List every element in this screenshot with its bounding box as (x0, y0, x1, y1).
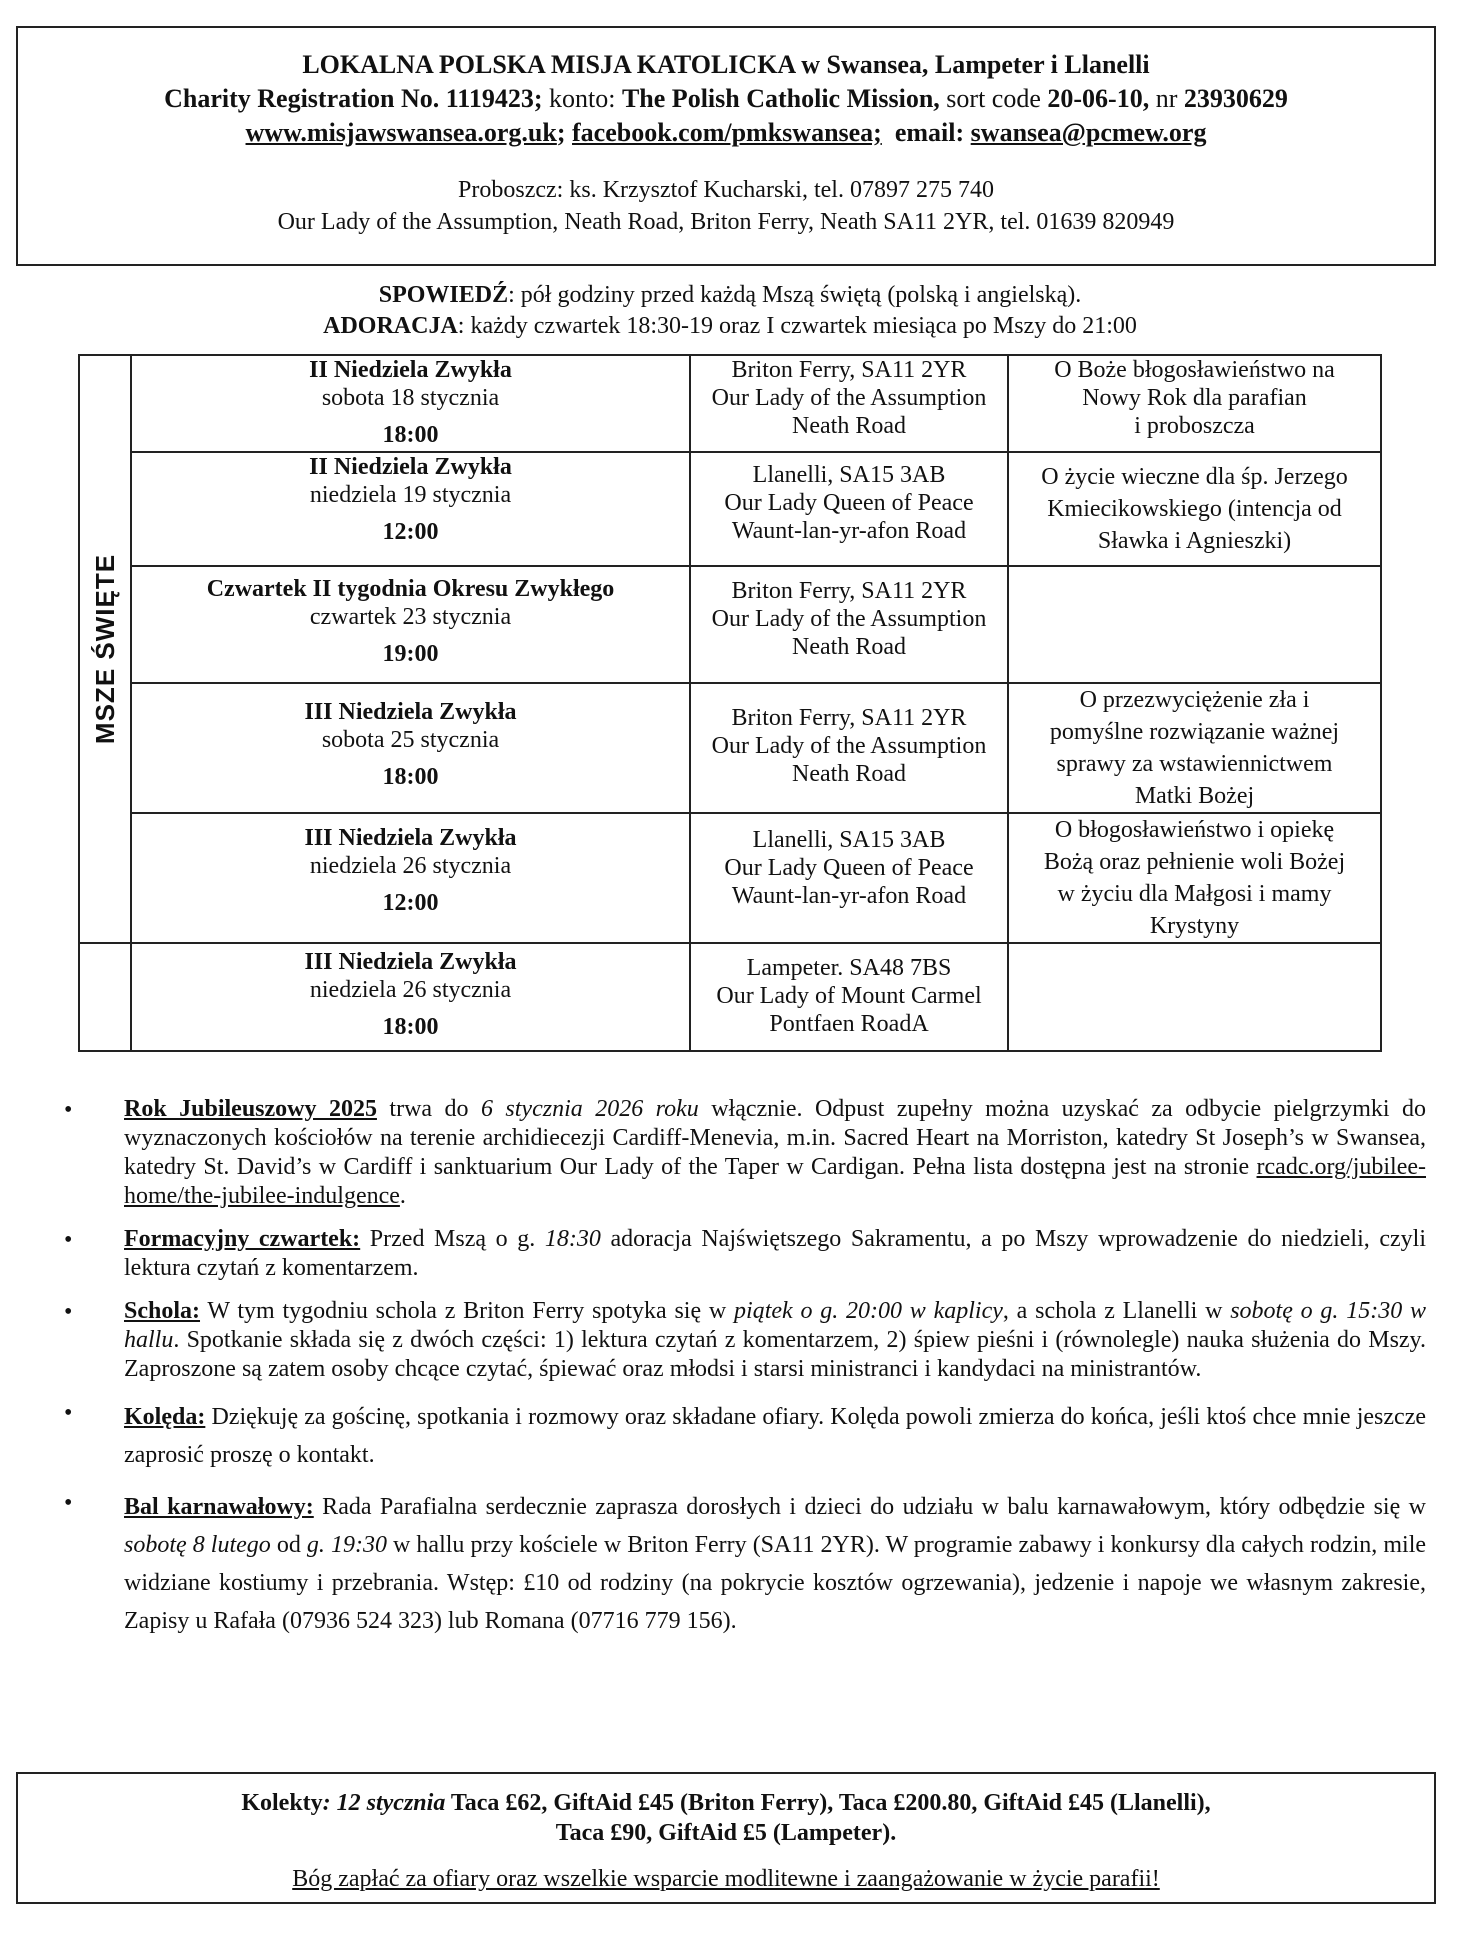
notice-text: w hallu przy kościele w Briton Ferry (SA11 2YR). W programie zabawy i konkursy dla całych rodzin, mile widziane kostiumy i przebrania. Wstęp: £10 od rodziny (na pokrycie kosztów ogrzewania), jedzenie i napoje we własnym zakresie, Zapisy u Rafała (07936 524 323) lub Romana (07716 779 156). (124, 1532, 1427, 1634)
mass-location-cell (690, 355, 1008, 452)
mass-date: czwartek 23 stycznia (309, 604, 512, 630)
location-town: Lampeter. SA48 7BS (746, 955, 952, 981)
charity-line (18, 82, 1434, 116)
mass-intention-cell (1008, 813, 1381, 943)
location-church: Our Lady of the Assumption (711, 606, 987, 632)
intention-line: Krystyny (1149, 913, 1240, 939)
mass-location-cell (690, 566, 1008, 683)
empty-side-cell (79, 943, 131, 1051)
mass-time: 12:00 (382, 519, 439, 545)
intention-line: sprawy za wstawiennictwem (1056, 751, 1333, 777)
notice-text: Przed Mszą o g. (360, 1226, 545, 1252)
collections-line-2: Taca £90, GiftAid £5 (Lampeter). (555, 1820, 897, 1846)
notice-emphasis: 6 stycznia 2026 roku (480, 1096, 699, 1122)
intention-line: O życie wieczne dla śp. Jerzego (1041, 464, 1348, 490)
mass-event-cell (131, 813, 690, 943)
location-town: Llanelli, SA15 3AB (752, 462, 946, 488)
mass-time: 18:00 (382, 1014, 439, 1040)
intention-line: Matki Bożej (1134, 783, 1255, 809)
intention-line: w życiu dla Małgosi i mamy (1057, 881, 1332, 907)
confession-text: : pół godziny przed każdą Mszą świętą (polską i angielską). (508, 282, 1082, 308)
mass-side-label-cell (79, 355, 131, 943)
notice-text: . (399, 1183, 406, 1209)
formation-label: Formacyjny czwartek: (124, 1226, 361, 1252)
table-row (79, 355, 1381, 452)
table-row (79, 813, 1381, 943)
mass-date: sobota 25 stycznia (321, 727, 500, 753)
mass-date: niedziela 19 stycznia (309, 482, 512, 508)
collections-box (16, 1772, 1436, 1904)
location-town: Briton Ferry, SA11 2YR (731, 357, 967, 383)
adoration-text: : każdy czwartek 18:30-19 oraz I czwartek miesiąca po Mszy do 21:00 (457, 313, 1137, 339)
location-town: Briton Ferry, SA11 2YR (731, 578, 967, 604)
schola-notice (124, 1297, 1426, 1384)
website-link[interactable]: www.misjawswansea.org.uk (245, 118, 557, 147)
intention-line: O błogosławieństwo i opiekę (1054, 817, 1335, 843)
notice-text: W tym tygodniu schola z Briton Ferry spotyka się w (200, 1298, 735, 1324)
table-row (79, 943, 1381, 1051)
sort-code-label: sort code (946, 84, 1041, 113)
location-road: Neath Road (792, 761, 906, 787)
collections-line-1 (18, 1788, 1434, 1818)
church-address: Our Lady of the Assumption, Neath Road, Briton Ferry, Neath SA11 2YR, tel. 01639 820949 (277, 209, 1175, 235)
bullet: • (64, 1490, 73, 1516)
list-item (0, 1225, 1460, 1283)
mass-date: niedziela 26 stycznia (309, 853, 512, 879)
intention-line: Kmiecikowskiego (intencja od (1047, 496, 1342, 522)
list-item (0, 1095, 1460, 1211)
mass-event-cell (131, 566, 690, 683)
mass-time: 12:00 (382, 890, 439, 916)
jubilee-link[interactable]: rcadc.org/jubilee-home/the-jubilee-indulgence (124, 1154, 1426, 1209)
collections-label: Kolekty (241, 1790, 323, 1816)
nr-label: nr (1155, 84, 1178, 113)
mass-intention-cell (1008, 566, 1381, 683)
confession-line (0, 282, 1460, 309)
email-label: email: (894, 118, 965, 147)
contact-line: www.misjawswansea.org.uk; facebook.com/pmkswansea; email: swansea@pcmew.org (245, 118, 1207, 147)
mass-side-label: MSZE ŚWIĘTE (90, 553, 120, 745)
location-road: Waunt-lan-yr-afon Road (731, 518, 967, 544)
mass-schedule-table (78, 354, 1382, 1052)
notice-text: . Spotkanie składa się z dwóch części: 1) lektura czytań z komentarzem, 2) śpiew pieśni i (równolegle) nauka służenia do Mszy. Zaproszone są zatem osoby chcące czytać, śpiewać oraz młodsi i starsi ministranci i kandydaci na ministrantów. (124, 1327, 1426, 1382)
table-row (79, 452, 1381, 566)
location-church: Our Lady of the Assumption (711, 385, 987, 411)
mass-intention-cell (1008, 452, 1381, 566)
location-church: Our Lady of the Assumption (711, 733, 987, 759)
mass-title: III Niedziela Zwykła (304, 949, 517, 975)
mass-date: sobota 18 stycznia (321, 385, 500, 411)
notice-text: adoracja Najświętszego Sakramentu, a po Mszy wprowadzenie do niedzieli, czyli lektura czytań z komentarzem. (124, 1226, 1426, 1281)
mass-event-cell (131, 683, 690, 813)
notice-emphasis: 18:30 (544, 1226, 601, 1252)
bullet: • (64, 1400, 73, 1426)
jubilee-notice (124, 1095, 1426, 1211)
jubilee-label: Rok Jubileuszowy 2025 (124, 1096, 377, 1122)
email-link[interactable]: swansea@pcmew.org (970, 118, 1207, 147)
bullet: • (64, 1097, 73, 1123)
bullet: • (64, 1227, 73, 1253)
mass-event-cell (131, 452, 690, 566)
mass-time: 18:00 (382, 764, 439, 790)
adoration-line (0, 313, 1460, 340)
mass-event-cell (131, 355, 690, 452)
mass-location-cell (690, 813, 1008, 943)
notice-text: trwa do (376, 1096, 481, 1122)
mass-intention-cell (1008, 943, 1381, 1051)
notice-text: Dziękuję za gościnę, spotkania i rozmowy oraz składane ofiary. Kolęda powoli zmierza do końca, jeśli ktoś chce mnie jeszcze zaprosić proszę o kontakt. (124, 1404, 1426, 1468)
mass-title: III Niedziela Zwykła (304, 699, 517, 725)
location-church: Our Lady Queen of Peace (724, 490, 974, 516)
ball-label: Bal karnawałowy: (124, 1494, 314, 1520)
table-row (79, 683, 1381, 813)
account-name: The Polish Catholic Mission, (621, 84, 940, 113)
location-town: Llanelli, SA15 3AB (752, 827, 946, 853)
adoration-label: ADORACJA (323, 313, 458, 339)
list-item (0, 1297, 1460, 1384)
notice-emphasis: sobotę o g. 15:30 w hallu (124, 1298, 1426, 1353)
intention-line: i proboszcza (1134, 413, 1255, 439)
notice-text: Rada Parafialna serdecznie zaprasza dorosłych i dzieci do udziału w balu karnawałowym, który odbędzie się w (313, 1494, 1426, 1520)
location-church: Our Lady of Mount Carmel (716, 983, 982, 1009)
location-road: Pontfaen RoadA (769, 1011, 929, 1037)
location-road: Neath Road (792, 634, 906, 660)
location-town: Briton Ferry, SA11 2YR (731, 705, 967, 731)
intention-line: pomyślne rozwiązanie ważnej (1049, 719, 1340, 745)
facebook-link[interactable]: facebook.com/pmkswansea; (572, 118, 882, 147)
mass-title: II Niedziela Zwykła (309, 454, 512, 480)
mass-date: niedziela 26 stycznia (309, 977, 512, 1003)
intention-line: O Boże błogosławieństwo na (1054, 357, 1335, 383)
account-number: 23930629 (1183, 84, 1288, 113)
location-road: Waunt-lan-yr-afon Road (731, 883, 967, 909)
mass-location-cell (690, 683, 1008, 813)
notice-text: , a schola z Llanelli w (1002, 1298, 1231, 1324)
mass-title: II Niedziela Zwykła (309, 357, 512, 383)
ball-notice (124, 1488, 1426, 1640)
collections-amounts: Taca £62, GiftAid £45 (Briton Ferry), Taca £200.80, GiftAid £45 (Llanelli), (445, 1790, 1211, 1816)
intention-line: Nowy Rok dla parafian (1082, 385, 1307, 411)
sort-code: 20-06-10, (1047, 84, 1150, 113)
priest-line: Proboszcz: ks. Krzysztof Kucharski, tel. 07897 275 740 (458, 177, 994, 203)
konto-label: konto: (549, 84, 616, 113)
mass-time: 19:00 (382, 641, 439, 667)
bullet: • (64, 1299, 73, 1325)
mass-location-cell (690, 943, 1008, 1051)
thanks-line: Bóg zapłać za ofiary oraz wszelkie wsparcie modlitewne i zaangażowanie w życie parafii! (292, 1866, 1160, 1892)
carol-label: Kolęda: (124, 1404, 206, 1430)
intention-line: Sławka i Agnieszki) (1097, 528, 1292, 554)
charity-registration: Charity Registration No. 1119423; (164, 84, 543, 113)
mission-title: LOKALNA POLSKA MISJA KATOLICKA w Swansea, Lampeter i Llanelli (302, 50, 1150, 79)
mass-intention-cell (1008, 683, 1381, 813)
confession-label: SPOWIEDŹ (378, 282, 509, 308)
notice-emphasis: piątek o g. 20:00 w kaplicy (734, 1298, 1003, 1324)
notices-list (0, 1095, 1460, 1654)
table-row (79, 566, 1381, 683)
collections-date: : 12 stycznia (322, 1790, 446, 1816)
schola-label: Schola: (124, 1298, 201, 1324)
intention-line: O przezwyciężenie zła i (1079, 687, 1310, 713)
mass-event-cell (131, 943, 690, 1051)
mass-time: 18:00 (382, 422, 439, 448)
mass-title: III Niedziela Zwykła (304, 825, 517, 851)
mass-location-cell (690, 452, 1008, 566)
mass-title: Czwartek II tygodnia Okresu Zwykłego (206, 576, 615, 602)
notice-emphasis: g. 19:30 (306, 1532, 387, 1558)
header-box (16, 26, 1436, 266)
list-item (0, 1398, 1460, 1474)
location-road: Neath Road (792, 413, 906, 439)
formation-notice (124, 1225, 1426, 1283)
location-church: Our Lady Queen of Peace (724, 855, 974, 881)
notice-emphasis: sobotę 8 lutego (124, 1532, 271, 1558)
notice-text: od (270, 1532, 307, 1558)
mass-intention-cell (1008, 355, 1381, 452)
list-item (0, 1488, 1460, 1640)
notice-text: włącznie. Odpust zupełny można uzyskać za odbycie pielgrzymki do wyznaczonych kościołów na terenie archidiecezji Cardiff-Menevia, m.in. Sacred Heart na Morriston, katedry St Joseph’s w Swansea, katedry St. David’s w Cardiff i sanktuarium Our Lady of the Taper w Cardigan. Pełna lista dostępna jest na stronie (124, 1096, 1426, 1180)
intention-line: Bożą oraz pełnienie woli Bożej (1043, 849, 1346, 875)
carol-notice (124, 1398, 1426, 1474)
